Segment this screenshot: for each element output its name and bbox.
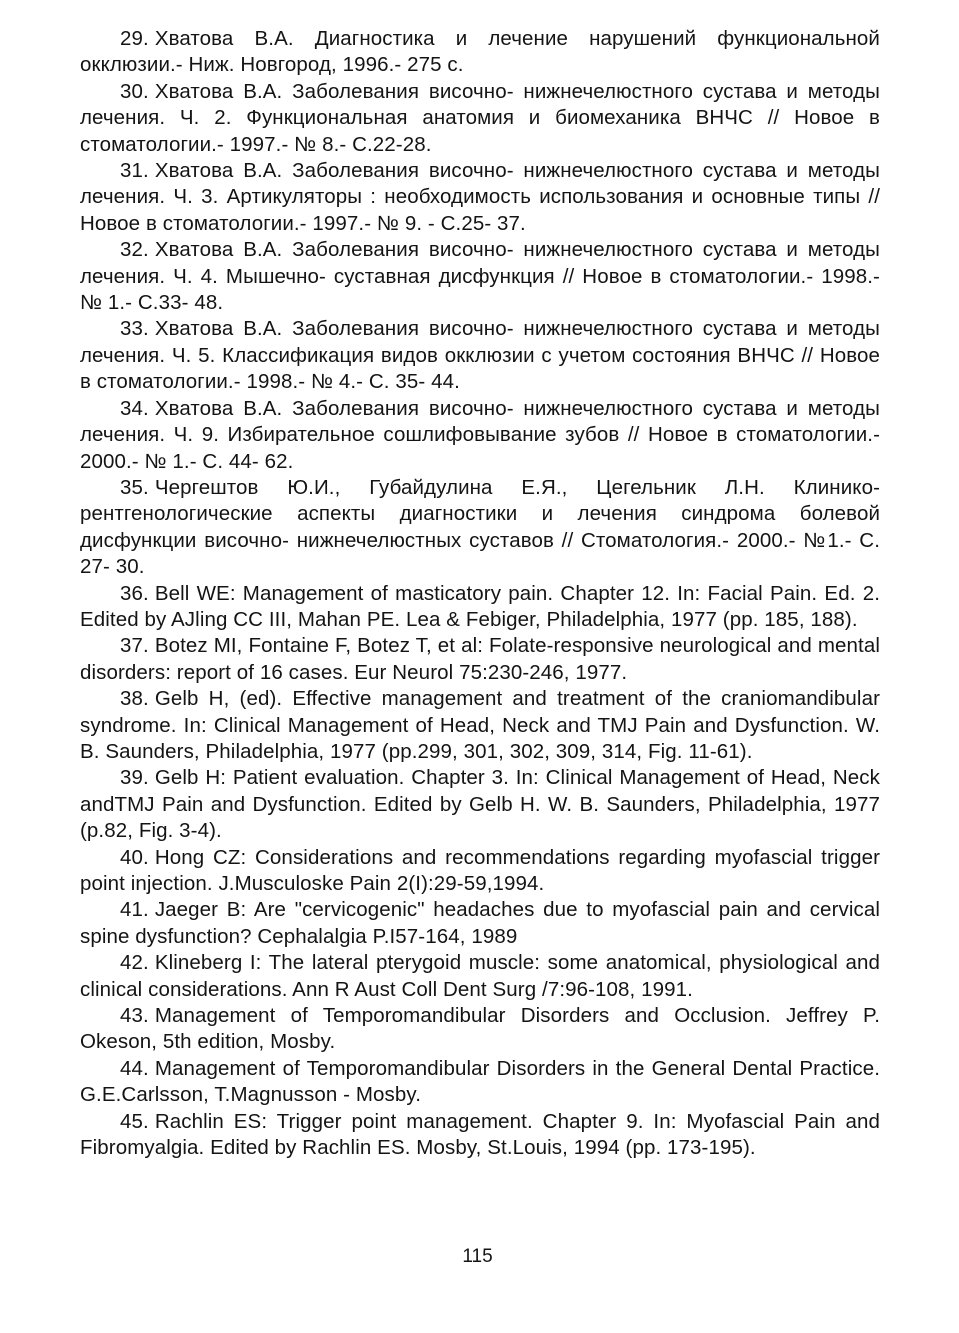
reference-text: Klineberg I: The lateral pterygoid muscle: some anatomical, physiological and clinical considerations. Ann R Aust Coll Dent Surg /7:96-108, 1991. (80, 951, 880, 1001)
reference-list (80, 26, 880, 1161)
reference-number: 44. (120, 1056, 149, 1080)
reference-text: Хватова В.А. Заболевания височно- нижнечелюстного сустава и методы лечения. Ч. 4. Мышечно- суставная дисфункция // Новое в стоматологии.- 1998.- № 1.- С.33- 48. (80, 238, 880, 315)
reference-text: Хватова В.А. Заболевания височно- нижнечелюстного сустава и методы лечения. Ч. 5. Классификация видов окклюзии с учетом состояния ВНЧС // Новое в стоматологии.- 1998.- № 4.- С. 35- 44. (80, 317, 880, 394)
reference-number: 42. (120, 951, 149, 975)
reference-item (80, 581, 880, 634)
reference-text: Хватова В.А. Заболевания височно- нижнечелюстного сустава и методы лечения. Ч. 2. Функциональная анатомия и биомеханика ВНЧС // Новое в стоматологии.- 1997.- № 8.- С.22-28. (80, 79, 880, 156)
reference-item (80, 79, 880, 158)
reference-item (80, 845, 880, 898)
reference-item (80, 475, 880, 581)
reference-item (80, 1003, 880, 1056)
reference-text: Botez MI, Fontaine F, Botez T, et al: Folate-responsive neurological and mental disorders: report of 16 cases. Eur Neurol 75:230-246, 1977. (80, 634, 880, 684)
reference-number: 43. (120, 1004, 149, 1028)
reference-text: Management of Temporomandibular Disorders in the General Dental Practice. G.E.Carlsson, T.Magnusson - Mosby. (80, 1056, 880, 1107)
reference-text: Чергештов Ю.И., Губайдулина Е.Я., Цегельник Л.Н. Клинико- рентгенологические аспекты диагностики и лечения синдрома болевой дисфункции височно- нижнечелюстных суставов // Стоматология.- 2000.- №1.- С. 27- 30. (80, 475, 880, 579)
reference-text: Rachlin ES: Trigger point management. Chapter 9. In: Myofascial Pain and Fibromyalgia. Edited by Rachlin ES. Mosby, St.Louis, 1994 (pp. 173-195). (80, 1109, 880, 1160)
reference-item (80, 316, 880, 395)
reference-item (80, 765, 880, 844)
reference-number: 31. (120, 159, 149, 183)
reference-item (80, 686, 880, 765)
reference-item (80, 633, 880, 686)
reference-number: 37. (120, 634, 149, 658)
reference-text: Gelb H, (ed). Effective management and treatment of the craniomandibular syndrome. In: Clinical Management of Head, Neck and TMJ Pain and Dysfunction. W. B. Saunders, Philadelphia, 1977 (pp.299, 301, 302, 309, 314, Fig. 11-61). (80, 687, 880, 763)
reference-item (80, 897, 880, 950)
reference-number: 38. (120, 687, 149, 711)
reference-item (80, 396, 880, 475)
reference-number: 33. (120, 317, 149, 341)
reference-text: Хватова В.А. Диагностика и лечение нарушений функциональной окклюзии.- Ниж. Новгород, 1996.- 275 с. (80, 27, 880, 77)
reference-number: 29. (120, 27, 149, 50)
page-number: 115 (462, 1246, 493, 1267)
reference-number: 40. (120, 845, 149, 869)
reference-text: Management of Temporomandibular Disorders and Occlusion. Jeffrey P. Okeson, 5th edition, Mosby. (80, 1004, 880, 1054)
reference-text: Хватова В.А. Заболевания височно- нижнечелюстного сустава и методы лечения. Ч. 9. Избирательное сошлифовывание зубов // Новое в стоматологии.- 2000.- № 1.- С. 44- 62. (80, 396, 880, 473)
reference-item (80, 158, 880, 237)
reference-item (80, 1056, 880, 1109)
reference-text: Hong CZ: Considerations and recommendations regarding myofascial trigger point injection. J.Musculoske Pain 2(I):29-59,1994. (80, 845, 880, 895)
reference-item (80, 1109, 880, 1162)
reference-number: 35. (120, 475, 149, 499)
reference-text: Gelb H: Patient evaluation. Chapter 3. In: Clinical Management of Head, Neck andTMJ Pain and Dysfunction. Edited by Gelb H. W. B. Saunders, Philadelphia, 1977 (p.82, Fig. 3-4). (80, 766, 880, 843)
reference-number: 30. (120, 79, 149, 103)
reference-number: 34. (120, 396, 149, 420)
reference-item (80, 950, 880, 1003)
reference-text: Bell WE: Management of masticatory pain. Chapter 12. In: Facial Pain. Ed. 2. Edited by AJling CC III, Mahan PE. Lea & Febiger, Philadelphia, 1977 (pp. 185, 188). (80, 581, 880, 631)
reference-text: Jaeger B: Are "cervicogenic" headaches due to myofascial pain and cervical spine dysfunction? Cephalalgia P.I57-164, 1989 (80, 898, 880, 948)
reference-number: 45. (120, 1109, 149, 1133)
reference-number: 41. (120, 898, 149, 922)
reference-number: 39. (120, 766, 149, 790)
reference-number: 36. (120, 581, 149, 605)
reference-text: Хватова В.А. Заболевания височно- нижнечелюстного сустава и методы лечения. Ч. 3. Артикуляторы : необходимость использования и основные типы // Новое в стоматологии.- 1997.- № 9. - С.25- 37. (80, 159, 880, 235)
reference-number: 32. (120, 238, 149, 262)
reference-item (80, 26, 880, 79)
reference-item (80, 237, 880, 316)
